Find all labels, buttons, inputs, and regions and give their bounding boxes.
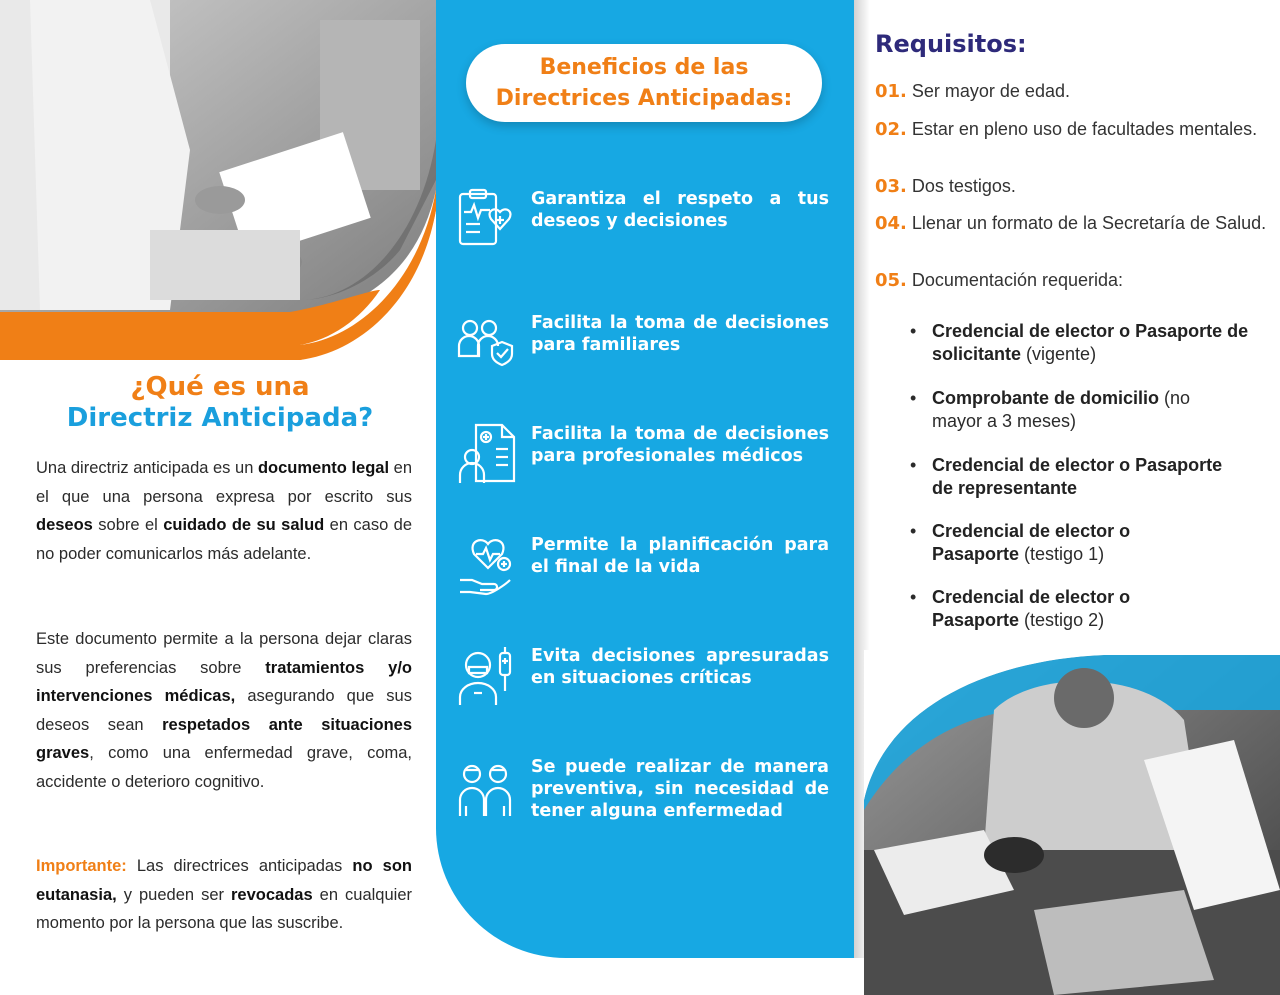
doctor-handing-document-photo — [0, 0, 436, 360]
text-run: Una directriz anticipada es un — [36, 459, 258, 477]
requirements-panel — [854, 0, 1280, 995]
text-run-bold: no son eutanasia, — [36, 857, 412, 904]
bullet: • — [910, 321, 917, 341]
benefit-text: Facilita la toma de decisiones para profesionales médicos — [531, 424, 829, 466]
text-run: Este documento permite a la persona dejar claras sus preferencias sobre — [36, 630, 412, 677]
requirement-number: 02. — [875, 119, 907, 140]
text-run: Las directrices anticipadas — [126, 857, 353, 875]
document-item — [910, 387, 1232, 433]
benefits-title-line1: Beneficios de las — [539, 55, 749, 80]
what-is-title — [30, 372, 410, 434]
benefit-item — [456, 645, 836, 715]
text-run: , como una enfermedad grave, coma, accidente o deterioro cognitivo. — [36, 744, 412, 791]
requirement-item — [875, 82, 1275, 101]
text-run: y pueden ser — [116, 885, 232, 904]
text-run: sobre el — [92, 516, 164, 534]
requirement-text: Dos testigos. — [906, 176, 1016, 196]
requirement-item — [875, 271, 1275, 290]
bullet: • — [910, 388, 917, 408]
bullet: • — [910, 587, 917, 607]
document-item — [910, 320, 1278, 366]
benefit-text: Garantiza el respeto a tus deseos y decisiones — [531, 189, 829, 231]
document-note: (vigente) — [1021, 344, 1097, 364]
text-run-bold: cuidado de su salud — [163, 516, 325, 534]
important-label: Importante: — [36, 857, 127, 875]
document-item — [910, 586, 1192, 632]
requirement-number: 01. — [875, 81, 907, 102]
hand-heart-icon — [456, 534, 518, 596]
benefit-text: Se puede realizar de manera preventiva, sin necesidad de tener alguna enfermedad — [531, 757, 829, 821]
requirements-title: Requisitos: — [875, 30, 1027, 58]
requirement-text: Llenar un formato de la Secretaría de Salud. — [906, 213, 1267, 233]
document-name: Credencial de elector o Pasaporte — [932, 587, 1131, 630]
text-run: en el que una persona expresa por escrito sus — [36, 459, 412, 506]
document-name: Credencial de elector o Pasaporte de solicitante — [932, 321, 1249, 364]
document-note: (testigo 2) — [1019, 610, 1105, 630]
benefit-item — [456, 423, 836, 493]
what-is-title-line2: Directriz Anticipada? — [66, 403, 374, 433]
benefit-text: Facilita la toma de decisiones para familiares — [531, 313, 829, 355]
family-check-icon — [456, 312, 518, 374]
text-run: asegurando que sus deseos sean — [36, 687, 412, 734]
purpose-paragraph — [36, 625, 412, 796]
requirement-item — [875, 214, 1275, 233]
requirement-number: 04. — [875, 213, 907, 234]
document-name: Comprobante de domicilio — [932, 388, 1160, 408]
text-run-bold: deseos — [36, 516, 93, 534]
benefits-panel — [436, 0, 854, 958]
requirement-number: 05. — [875, 270, 907, 291]
what-is-title-line1: ¿Qué es una — [130, 372, 310, 402]
requirement-item — [875, 120, 1275, 139]
benefit-item — [456, 756, 836, 826]
document-note: (no mayor a 3 meses) — [932, 388, 1191, 431]
medical-record-heart-icon — [456, 188, 518, 250]
requirement-text: Estar en pleno uso de facultades mentales. — [906, 119, 1258, 139]
benefits-title-line2: Directrices Anticipadas: — [495, 86, 793, 111]
benefit-item — [456, 312, 836, 382]
definition-paragraph — [36, 454, 412, 568]
requirement-text: Ser mayor de edad. — [906, 81, 1070, 101]
text-run: en cualquier momento por la persona que las suscribe. — [36, 885, 412, 932]
bullet: • — [910, 521, 917, 541]
text-run-bold: revocadas — [231, 885, 313, 904]
benefit-text: Evita decisiones apresuradas en situaciones críticas — [531, 646, 829, 688]
document-item — [910, 520, 1192, 566]
bullet: • — [910, 455, 917, 475]
document-item — [910, 454, 1232, 500]
requirement-text: Documentación requerida: — [906, 270, 1124, 290]
left-panel — [0, 0, 436, 995]
elderly-people-icon — [456, 756, 518, 818]
benefits-title — [466, 44, 822, 122]
document-name: Credencial de elector o Pasaporte — [932, 521, 1131, 564]
text-run-bold: documento legal — [257, 459, 390, 477]
doctor-document-icon — [456, 423, 518, 485]
text-run-bold: respetados ante situaciones graves — [36, 715, 412, 762]
benefit-item — [456, 534, 836, 604]
requirement-item — [875, 177, 1275, 196]
people-reviewing-documents-photo — [864, 650, 1280, 995]
benefit-text: Permite la planificación para el final de la vida — [531, 535, 829, 577]
important-paragraph — [36, 852, 412, 938]
requirement-number: 03. — [875, 176, 907, 197]
text-run-bold: tratamientos y/o intervenciones médicas, — [36, 658, 412, 705]
patient-iv-icon — [456, 645, 518, 707]
document-note: (testigo 1) — [1019, 544, 1105, 564]
document-name: Credencial de elector o Pasaporte de representante — [932, 455, 1223, 498]
benefit-item — [456, 188, 836, 258]
text-run: en caso de no poder comunicarlos más adelante. — [36, 516, 412, 563]
